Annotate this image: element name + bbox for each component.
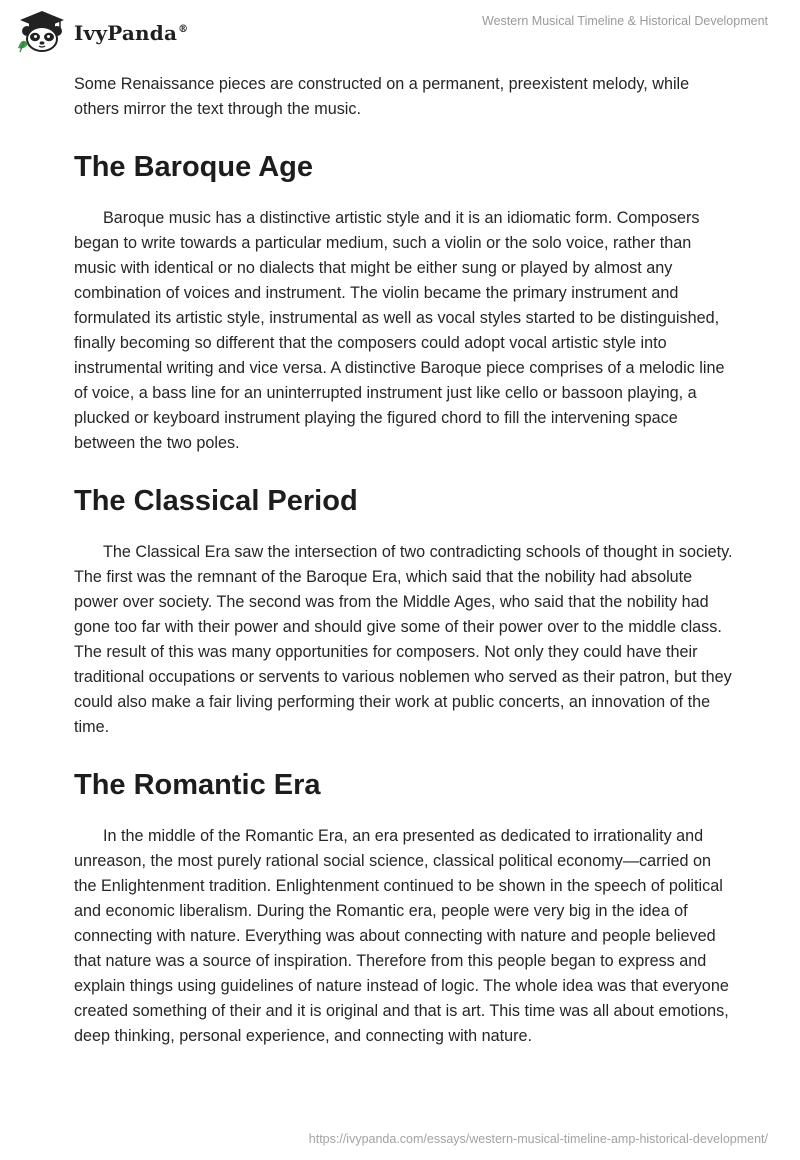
heading-classical-period: The Classical Period <box>74 485 358 517</box>
intro-paragraph: Some Renaissance pieces are constructed on a permanent, preexistent melody, while others mirror the text through the music. <box>74 75 690 118</box>
ivypanda-logo[interactable] <box>14 8 188 54</box>
paragraph-classical-period: The Classical Era saw the intersection of two contradicting schools of thought in society. The first was the remnant of the Baroque Era, which said that the nobility had absolute power over society. The second was from the Middle Ages, who said that the nobility had gone too far with their power and should give some of their power over to the middle class. The result of this was many opportunities for composers. Not only they could have their traditional occupations or servents to various noblemen who served as their patron, but they could also make a fair living performing their work at public concerts, an innovation of the time. <box>74 543 733 736</box>
paragraph-baroque-age: Baroque music has a distinctive artistic style and it is an idiomatic form. Composers began to write towards a particular medium, such a violin or the solo voice, rather than music with identical or no dialects that might be either sung or played by almost any combination of voices and instrument. The violin became the primary instrument and formulated its artistic style, instrumental as well as vocal styles started to be distinguished, finally becoming so different that the composers could adopt vocal artistic style into instrumental writing and vice versa. A distinctive Baroque piece comprises of a melodic line of voice, a bass line for an uninterrupted instrument just like cello or bassoon playing, a plucked or keyboard instrument playing the figured chord to fill the intervening space between the two poles. <box>74 209 725 452</box>
heading-baroque-age: The Baroque Age <box>74 151 314 183</box>
brand-name: IvyPanda® <box>74 21 189 45</box>
heading-romantic-era: The Romantic Era <box>74 769 321 801</box>
source-url-link[interactable]: https://ivypanda.com/essays/western-musical-timeline-amp-historical-development/ <box>308 1132 768 1146</box>
essay-content <box>74 72 734 1049</box>
page-header <box>0 0 800 60</box>
paragraph-romantic-era: In the middle of the Romantic Era, an era presented as dedicated to irrationality and unreason, the most purely rational social science, classical political economy—carried on the Enlightenment tradition. Enlightenment continued to be shown in the speech of political and economic liberalism. During the Romantic era, people were very big in the idea of connecting with nature. Everything was about connecting with nature and people believed that nature was a source of inspiration. Therefore from this people began to express and explain things using guidelines of nature instead of logic. The whole idea was that everyone created something of their and it is original and that is art. This time was all about emotions, deep thinking, personal experience, and connecting with nature. <box>74 827 729 1045</box>
document-title: Western Musical Timeline & Historical Development <box>482 14 768 28</box>
panda-graduate-icon <box>14 8 70 54</box>
registered-mark: ® <box>178 24 189 36</box>
